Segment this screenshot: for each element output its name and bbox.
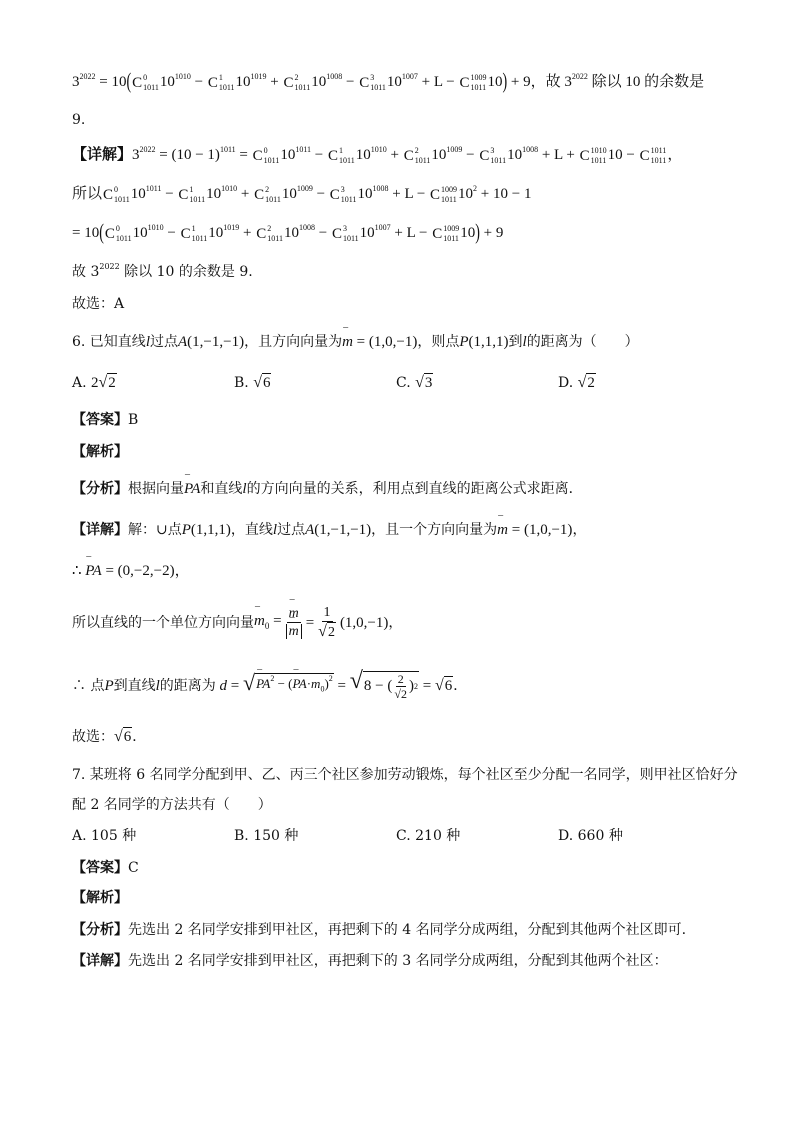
q7-analysis bbox=[72, 920, 686, 940]
conclusion-tail: 除以 10 的余数是 9. bbox=[119, 264, 253, 280]
q7-answer bbox=[72, 858, 139, 878]
q6-option-a-label: A. bbox=[72, 375, 87, 391]
q7-option-b-value: 150 种 bbox=[253, 828, 299, 844]
conclusion-exp: 2022 bbox=[99, 262, 120, 271]
q7-stem-line1: 7. 某班将 6 名同学分配到甲、乙、丙三个社区参加劳动锻炼，每个社区至少分配一名同学，则甲社区恰好分 bbox=[72, 767, 738, 783]
q6-dist-c: 的距离为 bbox=[159, 678, 216, 694]
q6-option-c: C. √ 3 bbox=[396, 374, 433, 391]
detail-line-a-tail: ， bbox=[667, 147, 683, 163]
q6-answer-value: B bbox=[128, 412, 139, 428]
q7-answer-tag: 【答案】 bbox=[72, 860, 128, 876]
q7-option-b-label: B. bbox=[234, 828, 249, 844]
q6-dist-b: 到直线 bbox=[113, 678, 156, 694]
q7-detail-tag: 【详解】 bbox=[72, 953, 128, 969]
q6-stem-pre: 6. 已知直线 bbox=[72, 334, 146, 350]
q6-detail-e: ，且一个方向向量为 bbox=[371, 522, 498, 538]
intro-tail: ，故 3 bbox=[530, 74, 572, 90]
q6-unit-vector: 所以直线的一个单位方向向量 ¯ $m_0$ = ¯ m ¯ m = 1 √ 2 (1,0,−1) ， bbox=[72, 600, 402, 646]
q6-choose: 故选： √ 6 ． bbox=[72, 728, 147, 745]
q7-analysis-text: 先选出 2 名同学安排到甲社区，再把剩下的 4 名同学分成两组，分配到其他两个社区即可. bbox=[128, 922, 687, 938]
q7-option-c-value: 210 种 bbox=[415, 828, 461, 844]
therefore-symbol: ∴ bbox=[72, 563, 82, 579]
q6-analysis-c: 的方向向量的关系，利用点到直线的距离公式求距离． bbox=[246, 481, 583, 497]
q6-option-d-label: D. bbox=[558, 375, 574, 391]
detail-equation-c: = 10( C 0 1011 $10^{1010}$ − C 1 1011 $10^{1019}$ + C 2 1011 $10^{1008}$ − C 3 1011 $10^{1007} + L$ − C 1009 1011 10) + 9 bbox=[72, 221, 504, 246]
conclusion-pre: 故 3 bbox=[72, 264, 100, 280]
q6-unit-text: 所以直线的一个单位方向向量 bbox=[72, 615, 254, 631]
q7-option-a bbox=[72, 826, 136, 846]
q6-dist-a: ∴ 点 bbox=[72, 678, 105, 694]
q6-answer-tag: 【答案】 bbox=[72, 412, 128, 428]
q6-option-b-label: B. bbox=[234, 375, 249, 391]
detail-equation-a: 【详解】$3^{2022} = (10 - 1)^{1011}$ = C 0 1011 $10^{1011}$ − C 1 1011 $10^{1010}$ + C 2 1011 $10^{1009}$ − C 3 1011 $10^{1008} + L$ + C 1010 1011 10 − C 1011 1011 ， bbox=[72, 145, 683, 165]
q7-option-d-label: D. bbox=[558, 828, 574, 844]
q6-analysis-tag: 【分析】 bbox=[72, 481, 128, 497]
q6-stem-e: 的距离为（ ） bbox=[526, 334, 639, 350]
q6-stem: 6. 已知直线l过点A(1,−1,−1)，且方向向量为¯ m = (1,0,−1)，则点P(1,1,1)到l的距离为（ ） bbox=[72, 332, 639, 352]
q6-analysis: 【分析】根据向量¯ PA和直线l的方向向量的关系，利用点到直线的距离公式求距离． bbox=[72, 479, 583, 499]
q6-option-c-label: C. bbox=[396, 375, 411, 391]
q7-detail bbox=[72, 951, 668, 971]
q6-stem-c: ，则点 bbox=[417, 334, 460, 350]
detail-conclusion bbox=[72, 262, 253, 282]
q6-unit-tail: ， bbox=[388, 615, 403, 631]
q7-option-a-value: 105 种 bbox=[91, 828, 137, 844]
q7-detail-text: 先选出 2 名同学安排到甲社区，再把剩下的 3 名同学分成两组，分配到其他两个社区： bbox=[128, 953, 668, 969]
q6-distance: ∴ 点 P 到直线 l 的距离为 d = √ ¯ $PA^2$ − (¯ $PA\cdot m_0)^2$ = √ 8 − ( $\frac{2}{√2}$ ) 2 = √ 6 ． bbox=[72, 664, 467, 708]
unit-frac-2: 1 √ 2 bbox=[318, 604, 335, 640]
q6-option-a: A. 2 √ 2 bbox=[72, 374, 116, 391]
q7-stem-line2: 配 2 名同学的方法共有（ ） bbox=[72, 797, 272, 813]
q7-option-a-label: A. bbox=[72, 828, 87, 844]
q6-choose-tail: ． bbox=[132, 729, 147, 745]
equation-line-1: $3^{2022} = 10$( C 0 1011 $10^{1010}$ − C 1 1011 $10^{1019}$ + C 2 1011 $10^{1008}$ − C 3 1011 $10^{1007} + L$ − C 1009 1011 10) + 9，故 $3^{2022}$ 除以 10 的余数是 bbox=[72, 70, 705, 95]
q6-pa-vector: ∴ ¯ PA = (0,−2,−2)， bbox=[72, 561, 190, 581]
suoyi-text: 所以 bbox=[72, 186, 103, 202]
q6-analysis-a: 根据向量 bbox=[128, 481, 184, 497]
q6-dist-tail: ． bbox=[453, 678, 468, 694]
q6-detail-tag: 【详解】 bbox=[72, 522, 128, 538]
q7-option-c-label: C. bbox=[396, 828, 411, 844]
unit-frac-1: ¯ m ¯ m bbox=[284, 606, 304, 641]
q6-detail-d: 过点 bbox=[277, 522, 306, 538]
q7-option-d-value: 660 种 bbox=[577, 828, 623, 844]
q6-stem-d: 到 bbox=[508, 334, 523, 350]
detail-tag: 【详解】 bbox=[72, 147, 133, 163]
q6-stem-b: ，且方向向量为 bbox=[244, 334, 343, 350]
q7-option-d bbox=[558, 826, 623, 846]
detail-equation-b: 所以 C 0 1011 $10^{1011}$ − C 1 1011 $10^{1010}$ + C 2 1011 $10^{1009}$ − C 3 1011 $10^{1008} + L$ − C 1009 1011 $10^2 + 10 - 1$ bbox=[72, 184, 532, 204]
q7-option-c bbox=[396, 826, 460, 846]
q6-analysis-b: 和直线 bbox=[200, 481, 243, 497]
q6-option-a-value: 2 bbox=[91, 375, 99, 391]
intro-remainder: 除以 10 的余数是 bbox=[587, 74, 705, 90]
q6-choose-pre: 故选： bbox=[72, 729, 114, 745]
detail-choose: 故选：A bbox=[72, 296, 125, 312]
q6-pa-value: = (0,−2,−2)， bbox=[105, 563, 190, 579]
q6-jiexi: 【解析】 bbox=[72, 444, 128, 460]
q6-answer bbox=[72, 410, 138, 430]
q6-detail-c: ，直线 bbox=[230, 522, 273, 538]
q6-option-d: D. √ 2 bbox=[558, 374, 595, 391]
q6-detail: 【详解】解：∪点P(1,1,1)，直线l过点A(1,−1,−1)，且一个方向向量为¯ m = (1,0,−1)， bbox=[72, 520, 586, 540]
q7-answer-value: C bbox=[128, 860, 139, 876]
q6-detail-a: 解： bbox=[128, 522, 156, 538]
intro-exp: 2022 bbox=[571, 72, 588, 81]
q7-jiexi: 【解析】 bbox=[72, 890, 128, 906]
intro-line-2: 9. bbox=[72, 112, 86, 128]
q6-option-b: B. √ 6 bbox=[234, 374, 271, 391]
q7-analysis-tag: 【分析】 bbox=[72, 922, 128, 938]
q6-detail-f: ， bbox=[572, 522, 587, 538]
q7-option-b bbox=[234, 826, 298, 846]
q6-detail-b: 点 bbox=[167, 522, 182, 538]
q6-stem-a: 过点 bbox=[149, 334, 178, 350]
